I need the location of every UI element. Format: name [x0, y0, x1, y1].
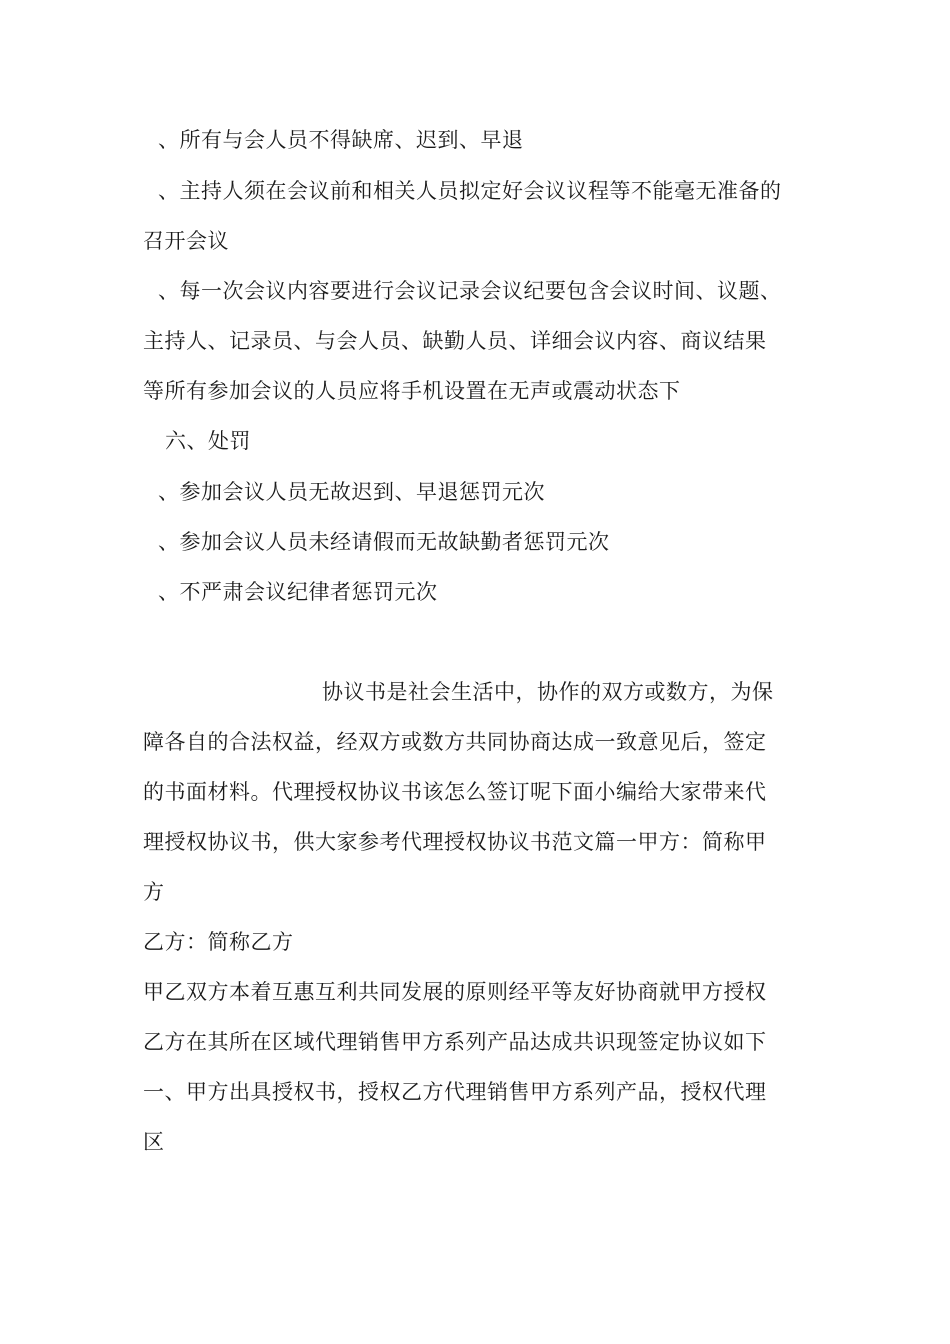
- agreement-intro-line-1: 协议书是社会生活中，协作的双方或数方，为保: [322, 680, 774, 704]
- penalty-line-late: 、参加会议人员无故迟到、早退惩罚元次: [158, 480, 545, 504]
- agreement-body-line-1: 甲乙双方本着互惠互利共同发展的原则经平等友好协商就甲方授权: [143, 980, 767, 1004]
- agreement-intro-line-5: 方: [143, 880, 165, 904]
- agreement-intro-line-4: 理授权协议书，供大家参考代理授权协议书范文篇一甲方：简称甲: [143, 830, 767, 854]
- clause-one-line-1: 一、甲方出具授权书，授权乙方代理销售甲方系列产品，授权代理: [143, 1080, 767, 1104]
- agreement-intro-line-3: 的书面材料。代理授权协议书该怎么签订呢下面小编给大家带来代: [143, 780, 767, 804]
- rule-line-minutes: 、每一次会议内容要进行会议记录会议纪要包含会议时间、议题、: [158, 279, 782, 303]
- rule-line-host-prep: 、主持人须在会议前和相关人员拟定好会议议程等不能毫无准备的: [158, 179, 782, 203]
- rule-line-host-prep-cont: 召开会议: [143, 229, 229, 253]
- penalty-line-absent: 、参加会议人员未经请假而无故缺勤者惩罚元次: [158, 530, 610, 554]
- agreement-intro-line-2: 障各自的合法权益，经双方或数方共同协商达成一致意见后，签定: [143, 730, 767, 754]
- section-heading-penalty: 六、处罚: [165, 429, 251, 453]
- clause-one-line-2: 区: [143, 1130, 165, 1154]
- rule-line-attendance: 、所有与会人员不得缺席、迟到、早退: [158, 128, 524, 152]
- penalty-line-discipline: 、不严肃会议纪律者惩罚元次: [158, 580, 438, 604]
- party-b-line: 乙方：简称乙方: [143, 930, 294, 954]
- agreement-body-line-2: 乙方在其所在区域代理销售甲方系列产品达成共识现签定协议如下: [143, 1030, 767, 1054]
- rule-line-minutes-cont: 主持人、记录员、与会人员、缺勤人员、详细会议内容、商议结果: [143, 329, 767, 353]
- rule-line-phones: 等所有参加会议的人员应将手机设置在无声或震动状态下: [143, 379, 681, 403]
